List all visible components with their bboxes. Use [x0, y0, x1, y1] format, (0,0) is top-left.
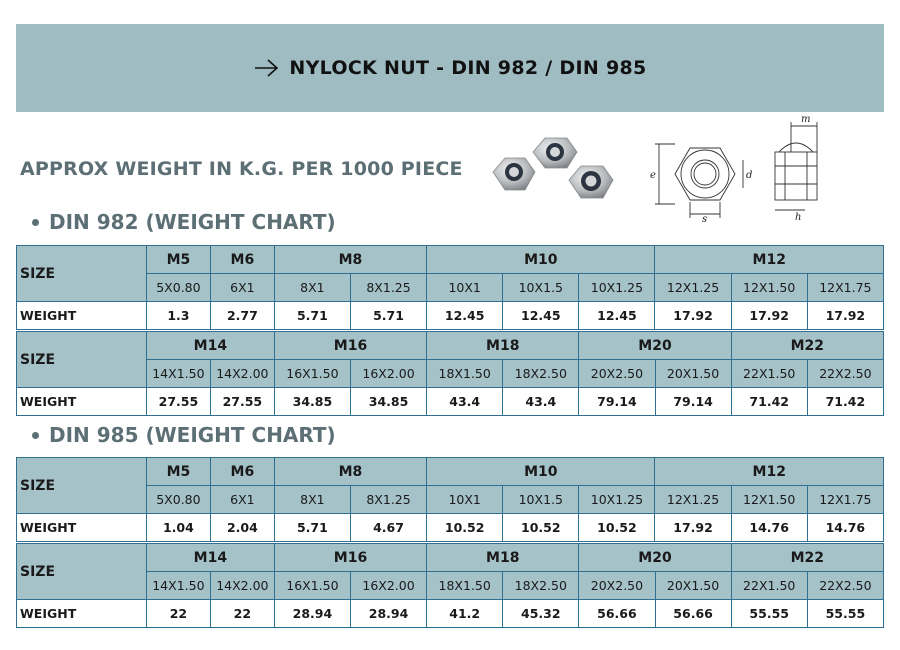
weight-label: WEIGHT: [17, 514, 147, 542]
weight-value: 12.45: [503, 302, 579, 330]
size-group: M18: [427, 332, 579, 360]
weight-value: 12.45: [427, 302, 503, 330]
weight-subtitle: APPROX WEIGHT IN K.G. PER 1000 PIECE: [20, 158, 463, 180]
size-group: M8: [274, 246, 426, 274]
thread-size: 12X1.25: [655, 486, 731, 514]
size-group: M16: [274, 332, 426, 360]
weight-value: 34.85: [274, 388, 350, 416]
weight-value: 34.85: [350, 388, 426, 416]
weight-label: WEIGHT: [17, 302, 147, 330]
thread-size: 10X1: [427, 486, 503, 514]
size-group: M14: [146, 544, 274, 572]
din982-heading: [32, 210, 336, 234]
size-label: SIZE: [17, 332, 147, 388]
weight-value: 45.32: [503, 600, 579, 628]
page-title: NYLOCK NUT - DIN 982 / DIN 985: [289, 57, 647, 79]
thread-size: 10X1.5: [503, 486, 579, 514]
weight-value: 17.92: [731, 302, 807, 330]
weight-value: 17.92: [655, 302, 731, 330]
weight-value: 10.52: [503, 514, 579, 542]
weight-value: 43.4: [427, 388, 503, 416]
thread-size: 8X1: [274, 274, 350, 302]
weight-value: 43.4: [503, 388, 579, 416]
thread-size: 5X0.80: [146, 274, 210, 302]
weight-label: WEIGHT: [17, 600, 147, 628]
arrow-right-icon: [253, 57, 281, 79]
weight-value: 5.71: [274, 302, 350, 330]
thread-size: 20X2.50: [579, 360, 655, 388]
weight-value: 2.77: [210, 302, 274, 330]
thread-size: 18X1.50: [427, 572, 503, 600]
nylock-nuts-photo: [485, 134, 630, 214]
thread-size: 16X2.00: [350, 360, 426, 388]
thread-size: 12X1.50: [731, 486, 807, 514]
thread-size: 5X0.80: [146, 486, 210, 514]
weight-value: 4.67: [350, 514, 426, 542]
weight-value: 79.14: [579, 388, 655, 416]
weight-value: 17.92: [655, 514, 731, 542]
weight-value: 10.52: [579, 514, 655, 542]
thread-size: 12X1.50: [731, 274, 807, 302]
weight-value: 12.45: [579, 302, 655, 330]
din982-table-1: [16, 245, 884, 330]
weight-value: 28.94: [274, 600, 350, 628]
nut-dimension-diagram: [645, 114, 845, 224]
weight-value: 22: [210, 600, 274, 628]
thread-size: 6X1: [210, 274, 274, 302]
diagram-label-h: h: [795, 212, 802, 223]
bullet-icon: [32, 219, 39, 226]
thread-size: 10X1.25: [579, 274, 655, 302]
din982-table-2: [16, 331, 884, 416]
size-group: M18: [427, 544, 579, 572]
bullet-icon: [32, 432, 39, 439]
weight-value: 22: [146, 600, 210, 628]
diagram-label-m: m: [801, 114, 811, 125]
thread-size: 14X1.50: [146, 360, 210, 388]
weight-value: 1.04: [146, 514, 210, 542]
thread-size: 22X2.50: [807, 360, 883, 388]
size-group: M22: [731, 332, 883, 360]
diagram-label-d: d: [746, 170, 753, 181]
size-group: M5: [146, 458, 210, 486]
din985-table-2: [16, 543, 884, 628]
weight-value: 55.55: [807, 600, 883, 628]
weight-value: 56.66: [655, 600, 731, 628]
din985-heading-text: DIN 985 (WEIGHT CHART): [49, 423, 336, 447]
size-label: SIZE: [17, 246, 147, 302]
weight-value: 5.71: [350, 302, 426, 330]
size-group: M22: [731, 544, 883, 572]
size-group: M20: [579, 544, 731, 572]
weight-value: 71.42: [807, 388, 883, 416]
thread-size: 8X1.25: [350, 486, 426, 514]
weight-value: 27.55: [146, 388, 210, 416]
thread-size: 16X1.50: [274, 572, 350, 600]
thread-size: 6X1: [210, 486, 274, 514]
thread-size: 16X2.00: [350, 572, 426, 600]
size-group: M5: [146, 246, 210, 274]
weight-value: 71.42: [731, 388, 807, 416]
thread-size: 14X1.50: [146, 572, 210, 600]
thread-size: 18X1.50: [427, 360, 503, 388]
thread-size: 14X2.00: [210, 360, 274, 388]
weight-value: 56.66: [579, 600, 655, 628]
weight-value: 27.55: [210, 388, 274, 416]
thread-size: 22X1.50: [731, 360, 807, 388]
weight-label: WEIGHT: [17, 388, 147, 416]
thread-size: 14X2.00: [210, 572, 274, 600]
size-group: M10: [427, 458, 655, 486]
thread-size: 10X1.25: [579, 486, 655, 514]
thread-size: 8X1: [274, 486, 350, 514]
thread-size: 20X1.50: [655, 360, 731, 388]
thread-size: 22X2.50: [807, 572, 883, 600]
weight-value: 14.76: [731, 514, 807, 542]
din985-heading: [32, 423, 336, 447]
size-group: M8: [274, 458, 426, 486]
diagram-label-e: e: [650, 170, 656, 181]
size-group: M12: [655, 246, 884, 274]
size-group: M16: [274, 544, 426, 572]
thread-size: 20X2.50: [579, 572, 655, 600]
weight-value: 55.55: [731, 600, 807, 628]
thread-size: 10X1.5: [503, 274, 579, 302]
thread-size: 22X1.50: [731, 572, 807, 600]
thread-size: 18X2.50: [503, 572, 579, 600]
thread-size: 18X2.50: [503, 360, 579, 388]
size-group: M10: [427, 246, 655, 274]
thread-size: 12X1.75: [807, 274, 883, 302]
weight-value: 17.92: [807, 302, 883, 330]
thread-size: 12X1.75: [807, 486, 883, 514]
weight-value: 10.52: [427, 514, 503, 542]
weight-value: 2.04: [210, 514, 274, 542]
thread-size: 16X1.50: [274, 360, 350, 388]
thread-size: 12X1.25: [655, 274, 731, 302]
weight-value: 5.71: [274, 514, 350, 542]
size-group: M14: [146, 332, 274, 360]
size-group: M6: [210, 246, 274, 274]
din985-table-1: [16, 457, 884, 542]
size-group: M20: [579, 332, 731, 360]
weight-value: 14.76: [807, 514, 883, 542]
diagram-label-s: s: [702, 214, 708, 224]
thread-size: 8X1.25: [350, 274, 426, 302]
weight-value: 1.3: [146, 302, 210, 330]
thread-size: 10X1: [427, 274, 503, 302]
size-label: SIZE: [17, 458, 147, 514]
size-group: M12: [655, 458, 884, 486]
weight-value: 28.94: [350, 600, 426, 628]
size-group: M6: [210, 458, 274, 486]
size-label: SIZE: [17, 544, 147, 600]
title-banner: [16, 24, 884, 112]
weight-value: 41.2: [427, 600, 503, 628]
thread-size: 20X1.50: [655, 572, 731, 600]
din982-heading-text: DIN 982 (WEIGHT CHART): [49, 210, 336, 234]
weight-value: 79.14: [655, 388, 731, 416]
